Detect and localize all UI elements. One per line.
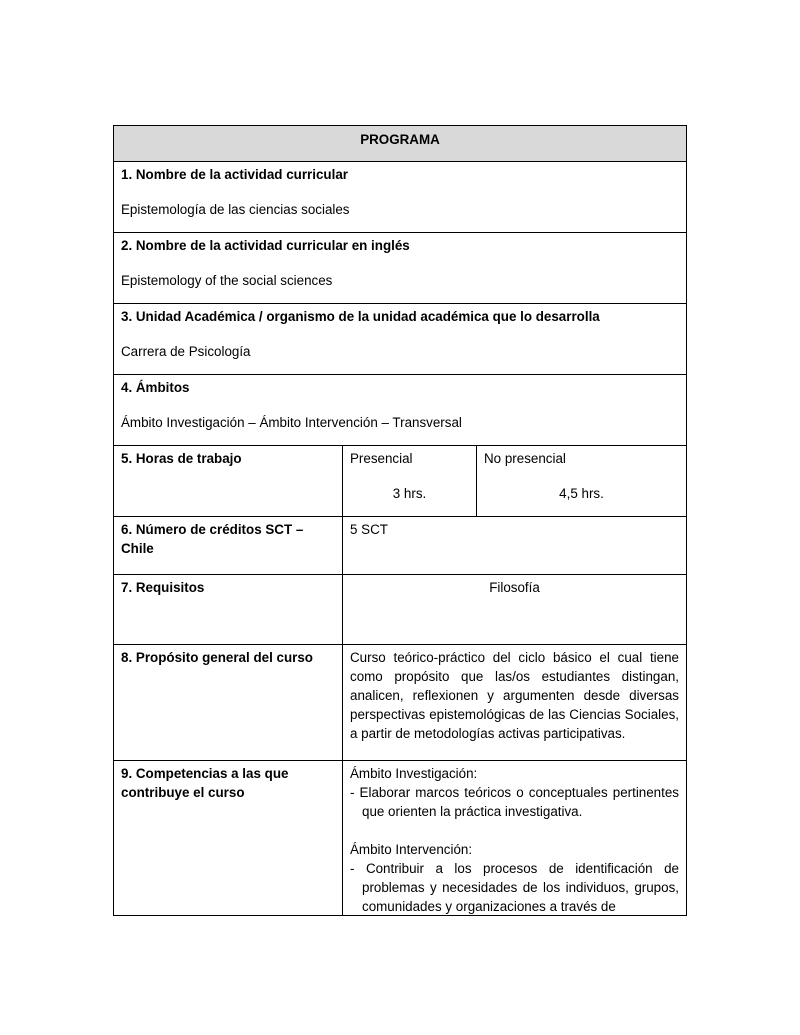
no-presencial-value: 4,5 hrs. — [559, 486, 604, 501]
presencial-value: 3 hrs. — [392, 486, 427, 501]
section-4-value: Ámbito Investigación – Ámbito Intervención – Transversal — [121, 415, 462, 430]
section-2 — [113, 232, 687, 304]
section-6-label: 6. Número de créditos SCT – Chile — [113, 516, 343, 575]
section-1-value: Epistemología de las ciencias sociales — [121, 202, 350, 217]
section-2-label: 2. Nombre de la actividad curricular en inglés — [121, 238, 410, 253]
section-8-value: Curso teórico-práctico del ciclo básico el cual tiene como propósito que las/os estudiantes distingan, analicen, reflexionen y argumenten desde diversas perspectivas epistemológicas de las Ciencias Sociales, a partir de metodologías activas participativas. — [342, 644, 687, 761]
section-3-label: 3. Unidad Académica / organismo de la unidad académica que lo desarrolla — [121, 309, 600, 324]
no-presencial-label: No presencial — [484, 451, 566, 466]
competence-item: - Elaborar marcos teóricos o conceptuales pertinentes que orienten la práctica investigativa. — [350, 785, 679, 819]
section-4-label: 4. Ámbitos — [121, 380, 190, 395]
competence-group-investigacion: Ámbito Investigación: — [350, 766, 478, 781]
presencial-cell — [342, 445, 477, 517]
no-presencial-cell — [476, 445, 687, 517]
competence-group-intervencion: Ámbito Intervención: — [350, 842, 473, 857]
section-6-value: 5 SCT — [342, 516, 687, 575]
section-7-value: Filosofía — [342, 574, 687, 645]
section-9-value — [342, 760, 687, 916]
program-header: PROGRAMA — [113, 125, 687, 162]
section-1 — [113, 161, 687, 233]
section-8-label: 8. Propósito general del curso — [113, 644, 343, 761]
section-9-label: 9. Competencias a las que contribuye el curso — [113, 760, 343, 916]
presencial-label: Presencial — [350, 451, 413, 466]
section-1-label: 1. Nombre de la actividad curricular — [121, 167, 348, 182]
section-5-label: 5. Horas de trabajo — [113, 445, 343, 517]
section-3 — [113, 303, 687, 375]
section-4 — [113, 374, 687, 446]
competence-item: - Contribuir a los procesos de identificación de problemas y necesidades de los individuos, grupos, comunidades y organizaciones a través de — [350, 861, 679, 914]
section-3-value: Carrera de Psicología — [121, 344, 251, 359]
section-7-label: 7. Requisitos — [113, 574, 343, 645]
section-2-value: Epistemology of the social sciences — [121, 273, 333, 288]
